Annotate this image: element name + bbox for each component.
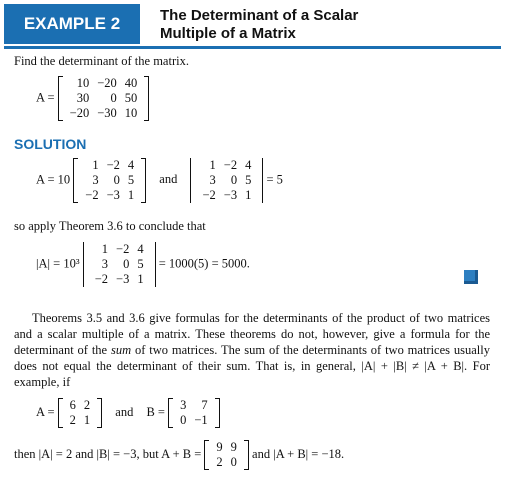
matrix-entry: 2 <box>83 398 91 412</box>
paragraph-text-2: of two matrices. The sum of the determinants of two matrices usually does not equal the determinant of their sum. That is, in general, |A| + |B| ≠ |A + B|. For example, if <box>14 343 490 389</box>
matrix-a-label: A = <box>36 90 55 105</box>
matrix-entry: 6 <box>69 398 76 412</box>
solution-equation-2 <box>36 242 250 287</box>
matrix-entry: 3 <box>180 398 187 412</box>
matrix-entry: 50 <box>124 91 138 105</box>
problem-prompt: Find the determinant of the matrix. <box>14 54 189 68</box>
matrix-entry: 3 <box>92 173 99 187</box>
solution-heading: SOLUTION <box>14 136 87 152</box>
matrix-entry: −30 <box>97 106 117 120</box>
matrix-entry: 10 <box>124 106 138 120</box>
matrix-entry: −3 <box>223 188 238 202</box>
matrix-entry: −3 <box>116 272 130 286</box>
matrix-entry: 1 <box>101 242 109 256</box>
matrix-entry: 2 <box>216 455 223 469</box>
matrix-entry: −1 <box>194 413 208 427</box>
end-of-example-square <box>464 270 478 284</box>
solution-equation-1 <box>36 158 283 203</box>
matrix-entry: 1 <box>127 188 135 202</box>
matrix-entry: 30 <box>76 91 90 105</box>
matrix-entry: −2 <box>85 188 99 202</box>
matrix-entry: 10 <box>76 76 90 90</box>
matrix-entry: −20 <box>69 106 90 120</box>
example-conclusion <box>14 440 344 470</box>
title-line-1: The Determinant of a Scalar <box>160 7 359 24</box>
header-rule <box>4 46 501 49</box>
matrix-entry: 0 <box>230 455 237 469</box>
eq1-rhs: = 5 <box>266 172 283 187</box>
matrix-entry: 40 <box>124 76 138 90</box>
theorem-paragraph <box>14 310 490 390</box>
matrix-entry: 1 <box>209 158 216 172</box>
eq1-matrix <box>73 158 146 203</box>
eq1-and: and <box>159 172 178 187</box>
matrix-entry: 0 <box>110 91 117 105</box>
apply-theorem-text: so apply Theorem 3.6 to conclude that <box>14 219 206 233</box>
example-title <box>160 7 358 43</box>
example-badge: EXAMPLE 2 <box>4 4 140 44</box>
matrix-entry: 9 <box>216 440 223 454</box>
eq1-determinant <box>190 158 263 203</box>
matrix-entry: 5 <box>137 257 144 271</box>
matrix-entry: 1 <box>245 188 252 202</box>
final-text: and |A + B| = −18. <box>252 446 345 461</box>
eq1-lhs: A = 10 <box>36 172 71 187</box>
paragraph-text-1: Theorems 3.5 and 3.6 give formulas for the determinants of the product of two matrices and a scalar multiple of a matrix. These theorems do not, however, give a formula for the determinant of the <box>14 311 490 357</box>
matrix-entry: 0 <box>113 173 120 187</box>
matrix-entry: 2 <box>69 413 76 427</box>
matrix-entry: 5 <box>245 173 252 187</box>
example-matrix-a <box>58 398 103 428</box>
then-text: then |A| = 2 and |B| = −3, but A + B = <box>14 446 202 461</box>
eq2-lhs: |A| = 10³ <box>36 256 80 271</box>
matrix-entry: 0 <box>180 413 187 427</box>
matrix-entry: 5 <box>127 173 135 187</box>
matrix-entry: 1 <box>92 158 99 172</box>
matrix-entry: 4 <box>137 242 144 256</box>
matrix-entry: −2 <box>223 158 238 172</box>
eq2-determinant <box>83 242 156 287</box>
matrix-entry: 7 <box>201 398 208 412</box>
example-b-label: B = <box>146 404 165 419</box>
matrix-entry: 3 <box>209 173 216 187</box>
example-a-label: A = <box>36 404 55 419</box>
matrix-entry: 3 <box>101 257 109 271</box>
matrix-entry: −2 <box>94 272 109 286</box>
matrix-entry: −3 <box>106 188 120 202</box>
matrix-entry: 4 <box>245 158 252 172</box>
matrix-entry: 9 <box>230 440 237 454</box>
matrix-entry: 0 <box>123 257 130 271</box>
title-line-2: Multiple of a Matrix <box>160 25 296 42</box>
matrix-entry: 1 <box>83 413 91 427</box>
matrix-entry: −2 <box>202 188 216 202</box>
paragraph-emphasis-sum: sum <box>110 343 132 357</box>
matrix-entry: −20 <box>97 76 117 90</box>
example-matrix-b <box>168 398 220 428</box>
matrix-a-expression <box>36 76 149 121</box>
eq2-rhs: = 1000(5) = 5000. <box>158 256 250 271</box>
matrix-entry: −2 <box>116 242 130 256</box>
matrix-entry: 0 <box>230 173 238 187</box>
example-matrices <box>36 398 220 428</box>
matrix-entry: −2 <box>106 158 120 172</box>
example-and: and <box>115 404 134 419</box>
matrix-entry: 1 <box>137 272 144 286</box>
matrix-entry: 4 <box>127 158 135 172</box>
matrix-a <box>58 76 150 121</box>
example-sum-matrix <box>204 440 249 470</box>
